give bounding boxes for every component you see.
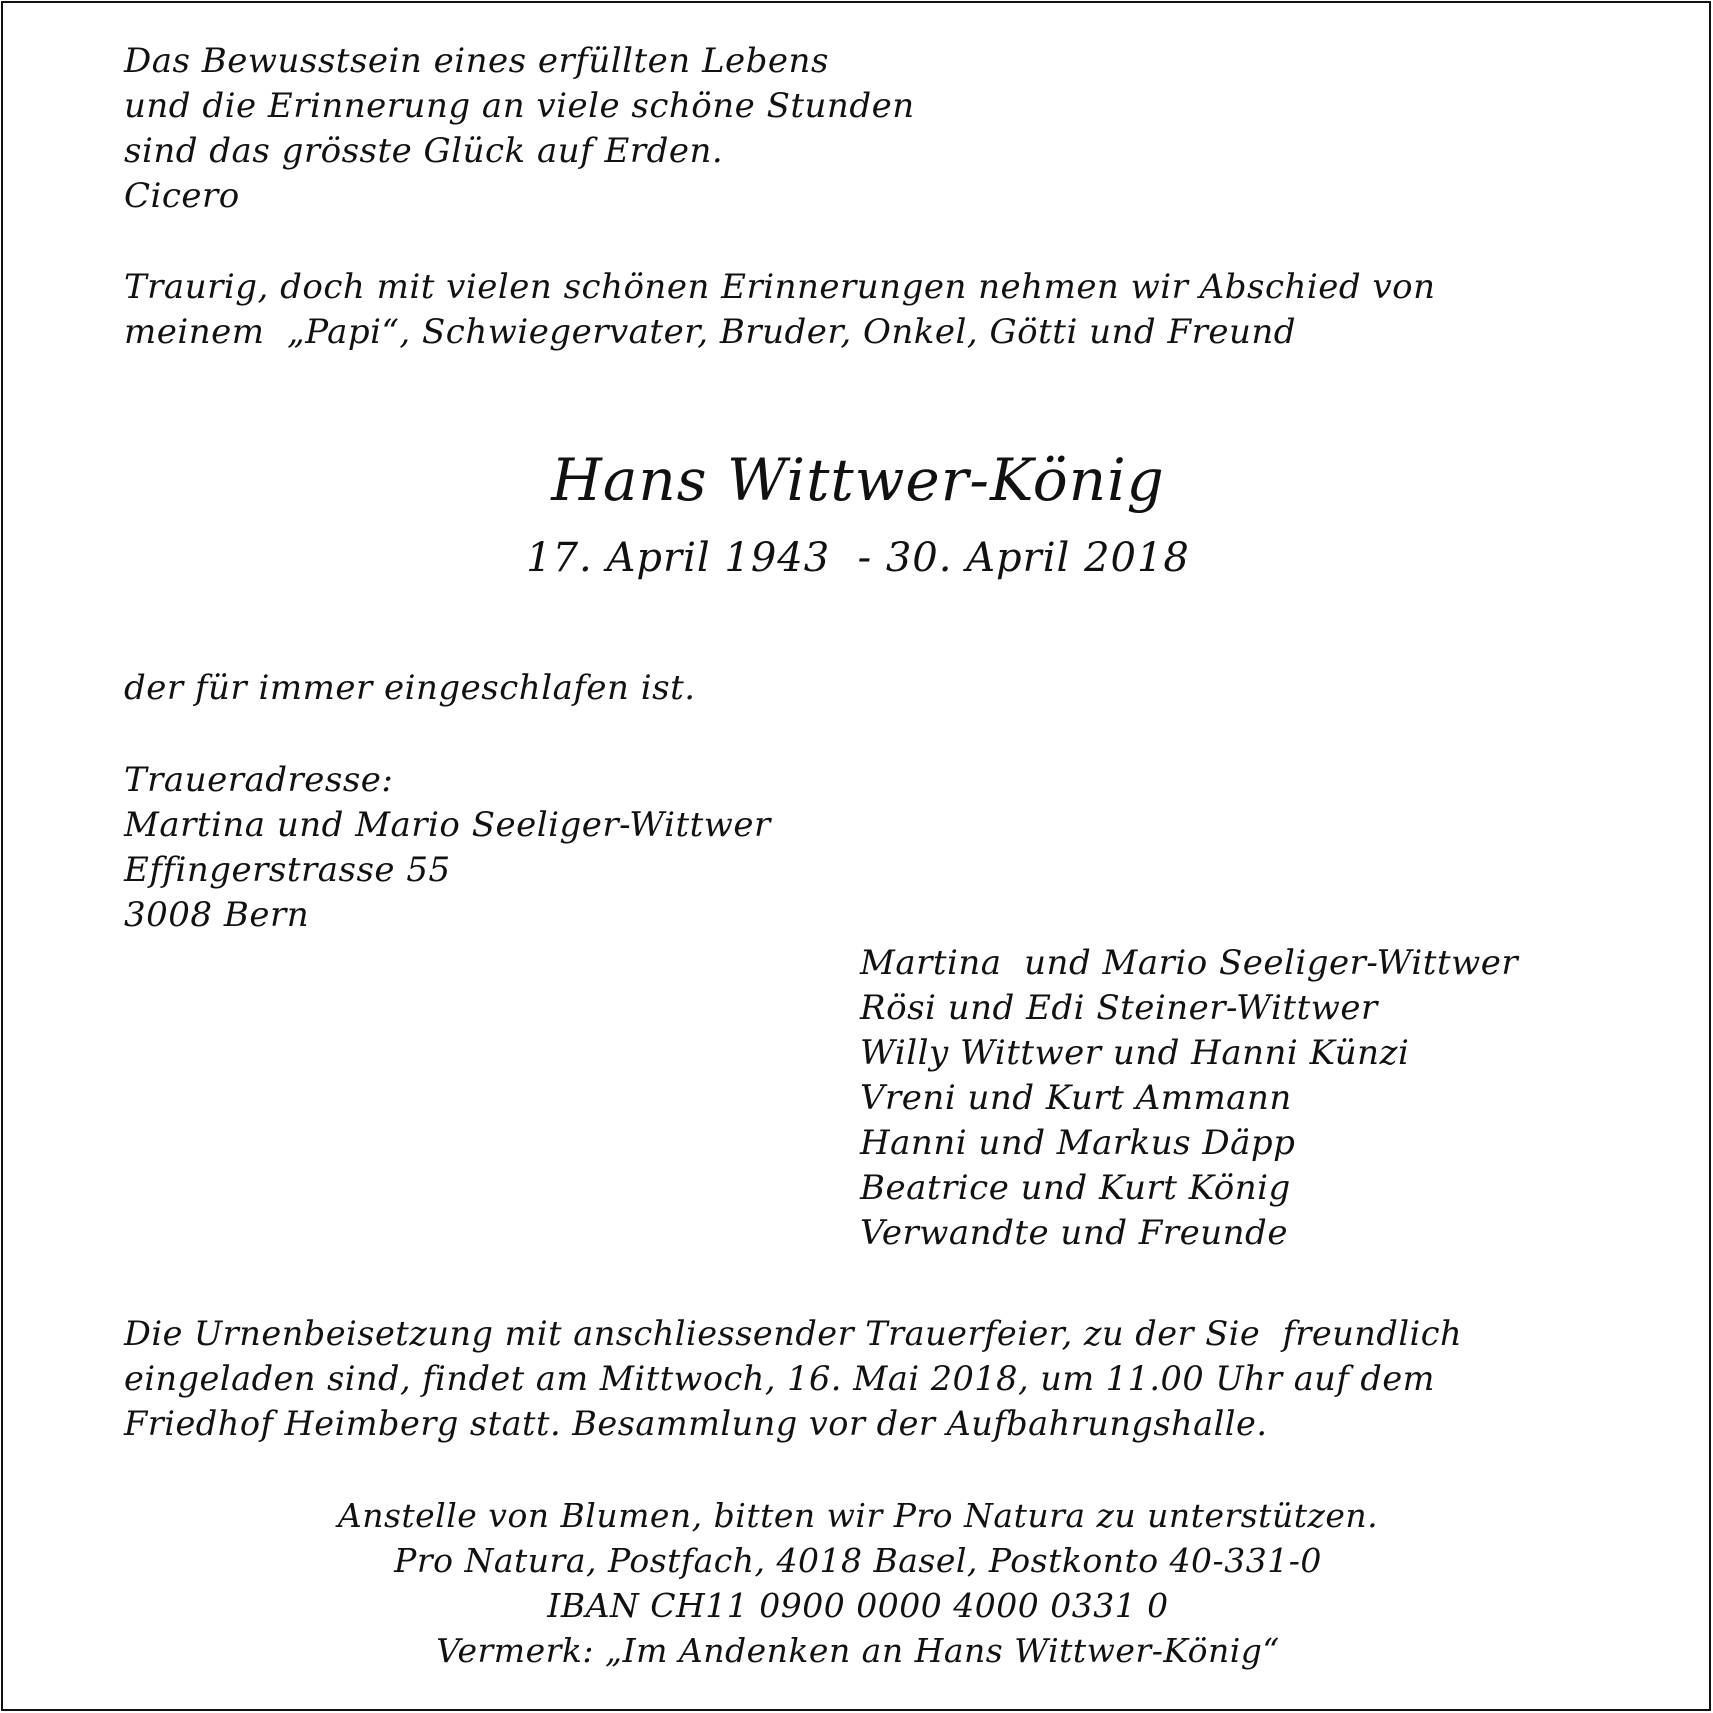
mourning-address-label: Traueradresse: xyxy=(124,760,394,800)
ceremony-info xyxy=(124,1311,1462,1446)
mourner-entry: Rösi und Edi Steiner-Wittwer xyxy=(860,988,1378,1028)
obituary-notice xyxy=(1,1,1711,1711)
mourner-entry: Martina und Mario Seeliger-Wittwer xyxy=(860,943,1519,983)
quote-line: Das Bewusstsein eines erfüllten Lebens xyxy=(124,41,829,81)
address-line: Effingerstrasse 55 xyxy=(124,850,451,890)
donation-iban: IBAN CH11 0900 0000 4000 0331 0 xyxy=(547,1586,1169,1625)
address-line: 3008 Bern xyxy=(124,895,310,935)
mourner-entry: Hanni und Markus Däpp xyxy=(860,1123,1296,1163)
ceremony-line: Die Urnenbeisetzung mit anschliessender Trauerfeier, zu der Sie freundlich xyxy=(124,1314,1463,1353)
mourners-list xyxy=(860,941,1518,1256)
donation-line: Pro Natura, Postfach, 4018 Basel, Postkonto 40-331-0 xyxy=(394,1541,1322,1580)
mourner-entry: Verwandte und Freunde xyxy=(860,1213,1288,1253)
address-line: Martina und Mario Seeliger-Wittwer xyxy=(124,805,771,845)
quote-line: sind das grösste Glück auf Erden. xyxy=(124,131,724,171)
asleep-line: der für immer eingeschlafen ist. xyxy=(124,668,696,708)
mourner-entry: Willy Wittwer und Hanni Künzi xyxy=(860,1033,1410,1073)
donation-info xyxy=(3,1493,1713,1673)
deceased-name: Hans Wittwer-König xyxy=(551,446,1165,514)
ceremony-line: eingeladen sind, findet am Mittwoch, 16. Mai 2018, um 11.00 Uhr auf dem xyxy=(124,1359,1435,1398)
mourner-entry: Beatrice und Kurt König xyxy=(860,1168,1291,1208)
donation-note: Vermerk: „Im Andenken an Hans Wittwer-König“ xyxy=(436,1631,1280,1670)
epigraph-quote xyxy=(124,39,915,219)
quote-line: und die Erinnerung an viele schöne Stunden xyxy=(124,86,915,126)
donation-line: Anstelle von Blumen, bitten wir Pro Natura zu unterstützen. xyxy=(337,1496,1379,1535)
life-dates: 17. April 1943 - 30. April 2018 xyxy=(526,535,1190,581)
ceremony-line: Friedhof Heimberg statt. Besammlung vor der Aufbahrungshalle. xyxy=(124,1404,1268,1443)
intro-line: meinem „Papi“, Schwiegervater, Bruder, Onkel, Götti und Freund xyxy=(124,312,1297,352)
farewell-intro xyxy=(124,265,1436,355)
mourner-entry: Vreni und Kurt Ammann xyxy=(860,1078,1292,1118)
mourning-address xyxy=(124,803,771,938)
quote-author: Cicero xyxy=(124,176,240,216)
intro-line: Traurig, doch mit vielen schönen Erinnerungen nehmen wir Abschied von xyxy=(124,267,1436,307)
